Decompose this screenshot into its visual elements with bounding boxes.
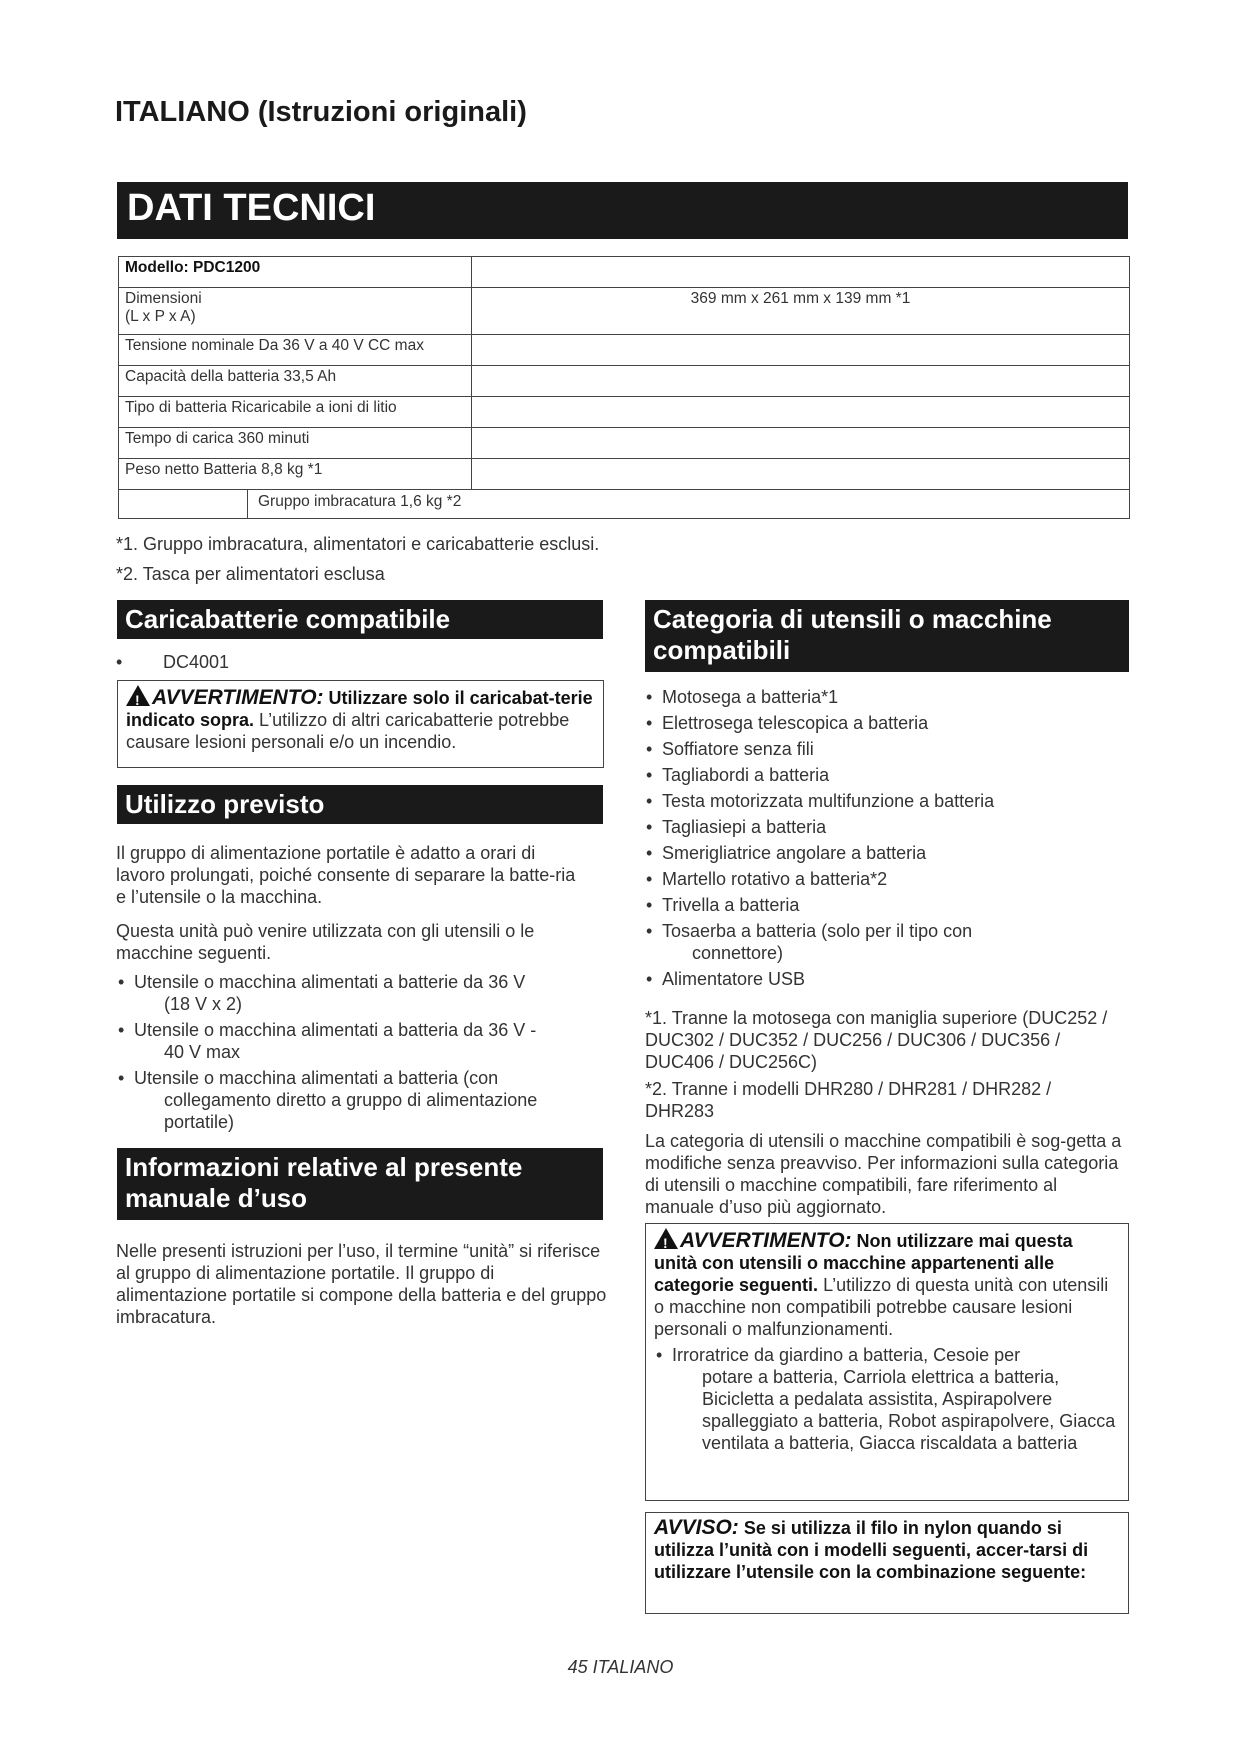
footnote-2: *2. Tasca per alimentatori esclusa bbox=[116, 564, 385, 584]
voltage-row: Tensione nominale Da 36 V a 40 V CC max bbox=[119, 335, 472, 366]
list-item: • Motosega a batteria*1 bbox=[644, 686, 1124, 708]
specs-table bbox=[118, 256, 1130, 519]
list-item: • Elettrosega telescopica a batteria bbox=[644, 712, 1124, 734]
charger-item bbox=[116, 651, 229, 673]
warning-bold: Utilizzare solo il caricabat-terie indicato sopra. bbox=[126, 688, 593, 730]
dimensions-value: 369 mm x 261 mm x 139 mm *1 bbox=[472, 288, 1130, 335]
dimensions-sublabel: (L x P x A) bbox=[125, 308, 196, 325]
table-row bbox=[119, 428, 1130, 459]
manual-info-heading: Informazioni relative al presente manuale d’uso bbox=[117, 1148, 603, 1220]
notice-title: AVVISO: bbox=[654, 1516, 739, 1539]
charge-time-row: Tempo di carica 360 minuti bbox=[119, 428, 472, 459]
categories-note-2: *2. Tranne i modelli DHR280 / DHR281 / DHR282 / DHR283 bbox=[645, 1079, 1052, 1121]
notice-bold: Se si utilizza il filo in nylon quando si utilizza l’unità con i modelli seguenti, accer-tarsi di utilizzare l’utensile con la combinazione seguente: bbox=[654, 1518, 1089, 1582]
model-label: Modello: PDC1200 bbox=[119, 257, 472, 288]
list-item: • Tagliabordi a batteria bbox=[644, 764, 1124, 786]
table-row bbox=[119, 490, 1130, 519]
harness-weight: Gruppo imbracatura 1,6 kg *2 bbox=[247, 490, 1129, 518]
warning-icon bbox=[654, 1228, 678, 1249]
intended-use-list bbox=[116, 971, 606, 1137]
list-item: • Utensile o macchina alimentati a batteria da 36 V - 40 V max bbox=[116, 1019, 606, 1063]
list-item: • Alimentatore USB bbox=[644, 968, 1124, 990]
table-row bbox=[119, 257, 1130, 288]
table-row bbox=[119, 335, 1130, 366]
list-item: • Soffiatore senza fili bbox=[644, 738, 1124, 760]
page-language-title: ITALIANO (Istruzioni originali) bbox=[115, 96, 527, 128]
warning-title: AVVERTIMENTO: bbox=[152, 686, 324, 709]
list-item: • Utensile o macchina alimentati a batterie da 36 V (18 V x 2) bbox=[116, 971, 606, 1015]
warning-text: L’utilizzo di questa unità con utensili o macchine non compatibili potrebbe causare lesioni personali o malfunzionamenti. bbox=[654, 1275, 1109, 1339]
intended-use-para1: Il gruppo di alimentazione portatile è adatto a orari di lavoro prolungati, poiché consente di separare la batte-ria e l’utensile o la macchina. bbox=[116, 843, 576, 907]
list-item: • Trivella a batteria bbox=[644, 894, 1124, 916]
categories-heading: Categoria di utensili o macchine compatibili bbox=[645, 600, 1129, 672]
intended-use-para2: Questa unità può venire utilizzata con gli utensili o le macchine seguenti. bbox=[116, 921, 535, 963]
table-row bbox=[119, 288, 1130, 335]
warning-icon bbox=[126, 685, 150, 706]
table-row bbox=[119, 397, 1130, 428]
categories-list bbox=[644, 686, 1124, 994]
categories-note-1: *1. Tranne la motosega con maniglia superiore (DUC252 / DUC302 / DUC352 / DUC256 / DUC306 / DUC356 / DUC406 / DUC256C) bbox=[645, 1008, 1108, 1072]
categories-para: La categoria di utensili o macchine compatibili è sog-getta a modifiche senza preavviso. Per informazioni sulla categoria di utensili o macchine compatibili, fare riferimento al manuale d’uso più aggiornato. bbox=[645, 1131, 1122, 1217]
notice-box bbox=[645, 1512, 1129, 1614]
list-item: • Testa motorizzata multifunzione a batteria bbox=[644, 790, 1124, 812]
list-item: • Tosaerba a batteria (solo per il tipo con connettore) bbox=[644, 920, 1124, 964]
weight-row: Peso netto Batteria 8,8 kg *1 bbox=[119, 459, 472, 490]
intended-use-heading: Utilizzo previsto bbox=[117, 785, 603, 824]
categories-warning-box bbox=[645, 1223, 1129, 1501]
list-item: • Utensile o macchina alimentati a batteria (con collegamento diretto a gruppo di alimentazione portatile) bbox=[116, 1067, 606, 1133]
manual-info-para: Nelle presenti istruzioni per l’uso, il termine “unità” si riferisce al gruppo di alimentazione portatile. Il gruppo di alimentazione portatile si compone della batteria e del gruppo imbracatura. bbox=[116, 1241, 607, 1327]
charger-warning-box bbox=[117, 680, 604, 768]
page-number: 45 ITALIANO bbox=[567, 1657, 674, 1677]
table-row bbox=[119, 459, 1130, 490]
table-row bbox=[119, 366, 1130, 397]
charger-model: DC4001 bbox=[163, 652, 230, 672]
warning-list bbox=[654, 1344, 1120, 1454]
charger-heading: Caricabatterie compatibile bbox=[117, 600, 603, 639]
footnote-1: *1. Gruppo imbracatura, alimentatori e caricabatterie esclusi. bbox=[116, 534, 600, 554]
bullet-icon: • bbox=[116, 652, 123, 672]
warning-bold: Non utilizzare mai questa unità con utensili o macchine appartenenti alle categorie seguenti. bbox=[654, 1231, 1073, 1295]
list-item: • Smerigliatrice angolare a batteria bbox=[644, 842, 1124, 864]
dimensions-label: Dimensioni bbox=[125, 290, 202, 307]
warning-title: AVVERTIMENTO: bbox=[680, 1229, 852, 1252]
specs-heading: DATI TECNICI bbox=[117, 182, 1128, 239]
capacity-row: Capacità della batteria 33,5 Ah bbox=[119, 366, 472, 397]
battery-type-row: Tipo di batteria Ricaricabile a ioni di litio bbox=[119, 397, 472, 428]
list-item: • Irroratrice da giardino a batteria, Cesoie per potare a batteria, Carriola elettrica a batteria, Bicicletta a pedalata assistita, Aspirapolvere spalleggiato a batteria, Robot aspirapolvere, Giacca ventilata a batteria, Giacca riscaldata a batteria bbox=[654, 1344, 1120, 1454]
list-item: • Tagliasiepi a batteria bbox=[644, 816, 1124, 838]
warning-text: L’utilizzo di altri caricabatterie potrebbe causare lesioni personali e/o un incendio. bbox=[126, 710, 570, 752]
list-item: • Martello rotativo a batteria*2 bbox=[644, 868, 1124, 890]
